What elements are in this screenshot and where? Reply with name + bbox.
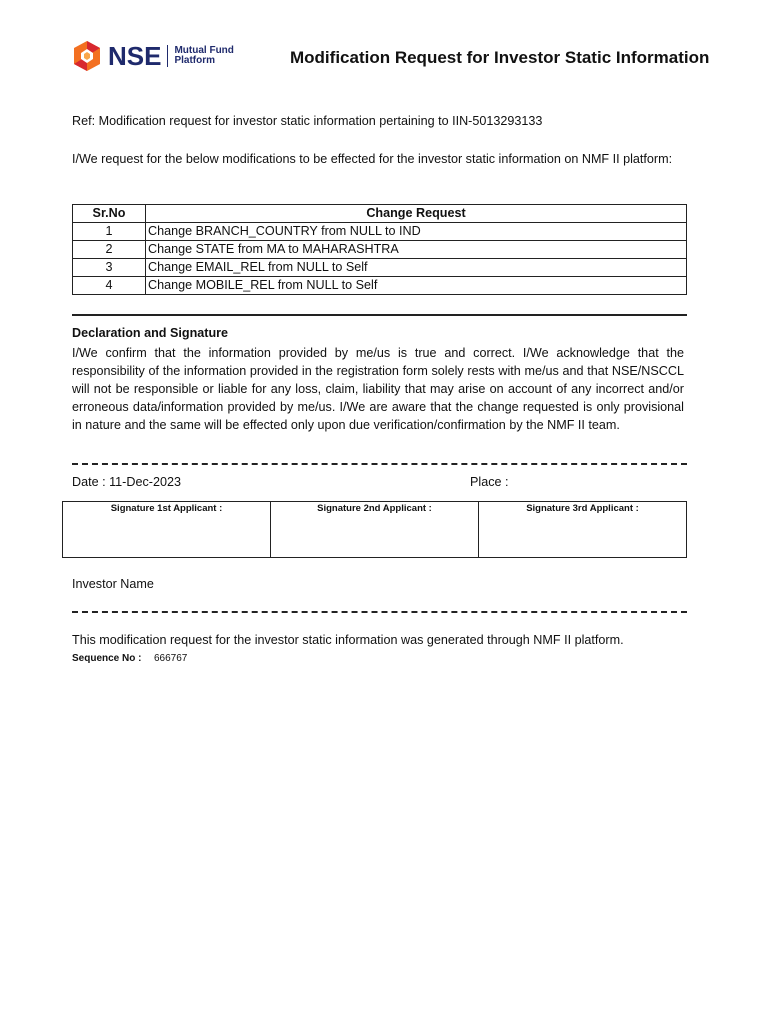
signature-table: [62, 501, 687, 558]
column-header-change-request: Change Request: [146, 205, 687, 223]
declaration-text: I/We confirm that the information provided by me/us is true and correct. I/We acknowledge that the responsibility of the information provided in the registration form solely rests with me/us and that NSE/NSCCL will not be responsible or liable for any loss, claim, liability that may arise on account of any incorrect and/or erroneous data/information provided by me/us. I/We are aware that the change requested is only provisional in nature and the same will be effected only upon due verification/confirmation by the NMF II team.: [72, 346, 684, 432]
investor-name-label: Investor Name: [72, 577, 154, 591]
row-srno: 1: [73, 223, 146, 241]
declaration-heading: Declaration and Signature: [72, 326, 229, 340]
section-divider: [72, 314, 687, 316]
logo-subtitle: [174, 46, 233, 66]
dashed-divider: [72, 463, 687, 465]
sequence-label: Sequence No :: [72, 653, 142, 664]
place-field: Place :: [470, 475, 509, 489]
signature-box-2nd-applicant: Signature 2nd Applicant :: [271, 502, 479, 558]
nse-logo: [70, 40, 234, 72]
column-header-srno: Sr.No: [73, 205, 146, 223]
row-change-request: Change STATE from MA to MAHARASHTRA: [146, 241, 687, 259]
row-srno: 2: [73, 241, 146, 259]
table-row: [73, 277, 687, 295]
dashed-divider: [72, 611, 687, 613]
sequence-value: 666767: [154, 653, 188, 664]
row-change-request: Change BRANCH_COUNTRY from NULL to IND: [146, 223, 687, 241]
table-row: [73, 223, 687, 241]
logo-divider: [167, 45, 168, 67]
table-row: [73, 259, 687, 277]
change-request-table: [72, 204, 687, 295]
row-change-request: Change EMAIL_REL from NULL to Self: [146, 259, 687, 277]
row-change-request: Change MOBILE_REL from NULL to Self: [146, 277, 687, 295]
logo-subtitle-line2: Platform: [174, 55, 216, 66]
row-srno: 3: [73, 259, 146, 277]
page-title: Modification Request for Investor Static Information: [290, 48, 710, 67]
logo-wordmark: NSE: [108, 40, 162, 71]
footer-note: This modification request for the investor static information was generated through NMF II platform.: [72, 633, 624, 647]
reference-line: Ref: Modification request for investor static information pertaining to IIN-5013293133: [72, 114, 543, 128]
row-srno: 4: [73, 277, 146, 295]
logo-subtitle-line1: Mutual Fund: [174, 45, 234, 56]
nse-logo-icon: [70, 40, 104, 72]
signature-box-1st-applicant: Signature 1st Applicant :: [63, 502, 271, 558]
table-row: [73, 241, 687, 259]
signature-row: [63, 502, 687, 558]
table-header-row: [73, 205, 687, 223]
date-field: Date : 11-Dec-2023: [72, 475, 181, 489]
intro-paragraph: I/We request for the below modifications to be effected for the investor static information on NMF II platform:: [72, 152, 673, 166]
signature-box-3rd-applicant: Signature 3rd Applicant :: [479, 502, 687, 558]
